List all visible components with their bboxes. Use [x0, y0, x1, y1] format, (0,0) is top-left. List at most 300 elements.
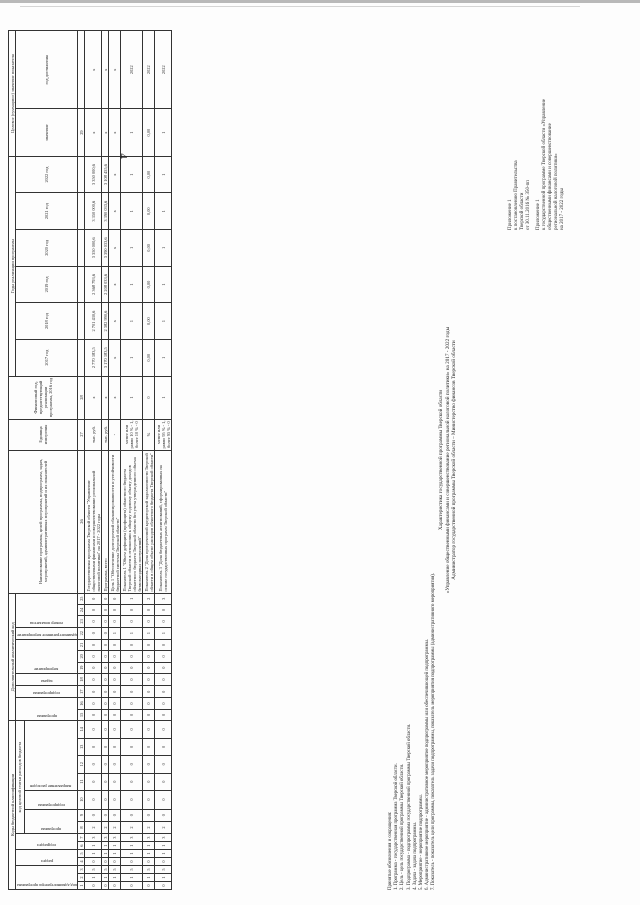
code-digit-cell: 0: [155, 604, 172, 615]
code-digit-cell: 3: [121, 834, 143, 842]
row-year-value-cell: 3 350 000,6: [85, 193, 102, 230]
approval-line: региональной налоговой политики»: [554, 153, 559, 230]
table-body: [78, 31, 172, 890]
program-characteristics-table: [8, 30, 172, 890]
code-digit-cell: 0: [121, 756, 143, 773]
row-year-value-cell: 1: [155, 266, 172, 303]
code-digit-cell: 0: [85, 809, 102, 821]
code-digit-cell: 0: [102, 756, 109, 773]
row-year-value-cell: 3 390 033,6: [102, 230, 109, 267]
code-digit-cell: 0: [155, 698, 172, 709]
column-number-cell: 22: [78, 627, 85, 639]
column-number-cell: 4: [78, 858, 85, 866]
row-unit-cell: -: [109, 419, 121, 450]
target-article-header: код целевой статьи расходов бюджета: [16, 721, 25, 834]
row-year-value-cell: 0,00: [143, 339, 155, 376]
code-digit-cell: 0: [121, 662, 143, 673]
direction-code-header: направление расходов: [30, 783, 72, 789]
code-digit-cell: 0: [85, 882, 102, 890]
table-row: [85, 31, 102, 890]
code-digit-cell: 0: [143, 616, 155, 627]
approval-line: Тверской области: [520, 192, 525, 230]
code-digit-cell: 5: [85, 866, 102, 874]
column-number-cell: 13: [78, 738, 85, 755]
code-digit-cell: 0: [155, 773, 172, 790]
code-digit-cell: 0: [155, 882, 172, 890]
row-unit-cell: тыс. руб.: [85, 419, 102, 450]
name-column-header: Наименование программы, целей программы, подпрограмм, задач, мероприятий, административных мероприятий и их показателей: [9, 450, 78, 593]
row-name-cell: Показатель 3 "Доля бюджетных ассигнований, сформированных на основе государственных программ Тверской области": [155, 450, 172, 593]
code-digit-cell: 0: [85, 698, 102, 709]
row-year-value-cell: х: [109, 339, 121, 376]
approval-line: к государственной программе Тверской области «Управление: [542, 98, 547, 230]
row-final-value-cell: х: [85, 109, 102, 156]
code-digit-cell: 0: [143, 809, 155, 821]
code-digit-cell: 0: [109, 738, 121, 755]
code-digit-cell: 0: [143, 709, 155, 720]
final-value-group-header: Целевое (суммарное) значение показателя: [9, 31, 16, 157]
code-digit-cell: 0: [85, 721, 102, 739]
code-digit-cell: 3: [155, 593, 172, 604]
column-number-cell: 26: [78, 450, 85, 593]
years-group-header: Годы реализации программы: [9, 156, 16, 376]
code-digit-cell: 0: [155, 790, 172, 809]
year-2018-header: 2018 год: [16, 303, 78, 340]
code-digit-cell: 1: [155, 627, 172, 639]
code-digit-cell: 0: [155, 809, 172, 821]
code-digit-cell: 1: [121, 627, 143, 639]
column-number-cell: 16: [78, 698, 85, 709]
code-digit-cell: 0: [121, 809, 143, 821]
code-digit-cell: 0: [85, 756, 102, 773]
code-digit-cell: 0: [102, 662, 109, 673]
code-digit-cell: 0: [102, 686, 109, 698]
code-digit-cell: 5: [109, 866, 121, 874]
column-number-cell: 8: [78, 821, 85, 833]
code-digit-cell: 0: [121, 721, 143, 739]
final-year-header: год достижения: [16, 31, 78, 109]
row-final-value-cell: х: [102, 109, 109, 156]
code-digit-cell: 0: [102, 809, 109, 821]
code-digit-cell: 0: [155, 738, 172, 755]
code-digit-cell: 0: [143, 604, 155, 615]
code-digit-cell: 0: [85, 616, 102, 627]
code-digit-cell: 0: [109, 858, 121, 866]
code-digit-cell: 0: [155, 721, 172, 739]
code-digit-cell: 2: [143, 821, 155, 833]
row-base-cell: 1: [155, 376, 172, 419]
code-digit-cell: 0: [102, 604, 109, 615]
row-year-value-cell: 1: [121, 266, 143, 303]
code-digit-cell: 1: [143, 627, 155, 639]
abbreviations-legend: [388, 370, 438, 890]
code-digit-cell: 0: [121, 790, 143, 809]
scan-edge-top: [0, 0, 640, 3]
code-digit-cell: 0: [85, 639, 102, 650]
code-digit-cell: 1: [102, 874, 109, 882]
code-digit-cell: 0: [109, 616, 121, 627]
code-digit-cell: 0: [102, 627, 109, 639]
row-name-cell: Государственная программа Тверской области "Управление общественными финансами и совершенствование региональной налоговой политики" на 2017 - 2022 годы: [85, 450, 102, 593]
column-number-cell: [78, 266, 85, 303]
code-digit-cell: 0: [143, 673, 155, 685]
code-digit-cell: 0: [102, 709, 109, 720]
scan-edge-line: [20, 6, 580, 7]
row-year-value-cell: 2 368 793,6: [85, 266, 102, 303]
row-final-year-cell: 2022: [143, 31, 155, 109]
row-final-year-cell: 2022: [155, 31, 172, 109]
code-digit-cell: 1: [109, 842, 121, 850]
code-digit-cell: 1: [109, 850, 121, 858]
code-digit-cell: 1: [121, 874, 143, 882]
code-digit-cell: 0: [102, 773, 109, 790]
code-digit-cell: 2: [143, 593, 155, 604]
legend-line: 3. Подпрограмма - подпрограмма государственной программы Тверской области.: [406, 723, 412, 890]
approval-line: Приложение 1: [508, 199, 513, 230]
legend-line: 5. Мероприятие - мероприятие подпрограммы.: [419, 794, 425, 890]
page-number: 4: [116, 153, 129, 159]
table-row: [102, 31, 109, 890]
code-digit-cell: 0: [85, 673, 102, 685]
code-digit-cell: 2: [85, 821, 102, 833]
row-year-value-cell: 1: [121, 339, 143, 376]
approval-line: общественными финансами и совершенствование: [548, 123, 553, 230]
column-number-cell: 2: [78, 874, 85, 882]
code-digit-cell: 0: [121, 651, 143, 662]
table-row: [121, 31, 143, 890]
row-year-value-cell: 0,00: [143, 193, 155, 230]
code-digit-cell: 5: [143, 866, 155, 874]
code-digit-cell: 0: [121, 773, 143, 790]
legend-line: Принятые обозначения и сокращения:: [388, 811, 393, 890]
row-year-value-cell: х: [109, 156, 121, 193]
column-number-cell: 24: [78, 604, 85, 615]
row-year-value-cell: 0,00: [143, 266, 155, 303]
code-digit-cell: 0: [143, 882, 155, 890]
column-number-cell: [78, 339, 85, 376]
code-digit-cell: 0: [102, 858, 109, 866]
row-year-value-cell: 2 770 183,5: [85, 339, 102, 376]
code-digit-cell: 0: [143, 651, 155, 662]
add-task-header: задача: [40, 679, 53, 685]
code-digit-cell: 0: [102, 698, 109, 709]
code-digit-cell: 1: [85, 874, 102, 882]
code-digit-cell: 0: [109, 882, 121, 890]
code-digit-cell: 0: [109, 809, 121, 821]
approval-line: Приложение 1: [536, 199, 541, 230]
row-unit-cell: тыс. руб.: [102, 419, 109, 450]
code-digit-cell: 1: [143, 850, 155, 858]
code-digit-cell: 0: [102, 651, 109, 662]
row-year-value-cell: 1: [121, 303, 143, 340]
program-code-header: программа: [40, 827, 62, 833]
row-base-cell: х: [109, 376, 121, 419]
row-year-value-cell: х: [109, 266, 121, 303]
code-digit-cell: 3: [109, 834, 121, 842]
code-digit-cell: 2: [102, 821, 109, 833]
row-year-value-cell: 1: [155, 303, 172, 340]
row-base-cell: 0: [143, 376, 155, 419]
code-digit-cell: 0: [155, 662, 172, 673]
row-year-value-cell: 1: [155, 193, 172, 230]
row-final-value-cell: 1: [155, 109, 172, 156]
code-digit-cell: 0: [121, 709, 143, 720]
table-row: [143, 31, 155, 890]
row-year-value-cell: 3 108 455,6: [102, 156, 109, 193]
column-number-cell: 28: [78, 376, 85, 419]
row-final-year-cell: 2022: [121, 31, 143, 109]
add-number-header: номер показателя: [30, 620, 63, 626]
row-year-value-cell: 3 350 000,6: [85, 230, 102, 267]
column-number-cell: 6: [78, 842, 85, 850]
code-digit-cell: 0: [85, 709, 102, 720]
code-digit-cell: 3: [102, 834, 109, 842]
code-digit-cell: 0: [155, 651, 172, 662]
column-number-row: [78, 31, 85, 890]
row-base-cell: 1: [121, 376, 143, 419]
column-number-cell: 21: [78, 639, 85, 650]
legend-line: 2. Цель - цель государственной программы Тверской области.: [400, 763, 406, 890]
approval-stamp: [508, 40, 566, 230]
code-digit-cell: 0: [155, 616, 172, 627]
column-number-cell: 15: [78, 709, 85, 720]
row-year-value-cell: х: [109, 193, 121, 230]
code-digit-cell: 0: [143, 858, 155, 866]
code-digit-cell: 0: [102, 882, 109, 890]
code-group-header: Коды бюджетной классификации: [9, 721, 16, 890]
code-digit-cell: 3: [85, 834, 102, 842]
code-digit-cell: 0: [121, 858, 143, 866]
heading-line: Характеристика государственной программы Тверской области: [438, 389, 444, 531]
row-final-value-cell: 0,00: [143, 109, 155, 156]
code-digit-cell: 0: [102, 639, 109, 650]
subprogram-code-header: подпрограмма: [37, 802, 65, 808]
row-name-cell: Показатель 2 "Доля просроченной кредиторской задолженности Тверской области в общем объеме расходов областного бюджета Тверской области": [143, 450, 155, 593]
code-digit-cell: 0: [109, 639, 121, 650]
additional-code-group-header: Дополнительный аналитический код: [9, 593, 16, 721]
row-final-year-cell: х: [85, 31, 102, 109]
year-2020-header: 2020 год: [16, 230, 78, 267]
column-number-cell: 1: [78, 882, 85, 890]
row-year-value-cell: х: [109, 230, 121, 267]
column-number-cell: [78, 230, 85, 267]
code-digit-cell: 0: [102, 738, 109, 755]
code-digit-cell: 1: [121, 842, 143, 850]
code-digit-cell: 0: [121, 616, 143, 627]
code-digit-cell: 0: [109, 721, 121, 739]
add-event-header: мероприятие: [34, 666, 59, 672]
code-digit-cell: 0: [109, 651, 121, 662]
legend-line: 7. Показатель - показатель цели программы, показатель задачи подпрограммы, показатель мероприятия подпрограммы (административного мероприятия).: [431, 572, 437, 890]
code-digit-cell: 1: [102, 850, 109, 858]
row-year-value-cell: 0,00: [143, 230, 155, 267]
code-digit-cell: 0: [85, 773, 102, 790]
approval-line: к постановлению Правительства: [514, 160, 519, 230]
code-digit-cell: 0: [85, 662, 102, 673]
admin-code-header: код администратора программы: [16, 883, 77, 888]
add-subprogram-header: подпрограмма: [33, 691, 61, 697]
code-digit-cell: 0: [85, 790, 102, 809]
column-number-cell: 10: [78, 790, 85, 809]
row-year-value-cell: 0,00: [143, 156, 155, 193]
legend-line: 1. Программа - государственная программа Тверской области.: [394, 763, 400, 890]
row-base-cell: х: [102, 376, 109, 419]
code-digit-cell: 1: [143, 842, 155, 850]
year-2022-header: 2022 год: [16, 156, 78, 193]
row-year-value-cell: 3 170 183,5: [102, 339, 109, 376]
column-number-cell: [78, 31, 85, 109]
code-digit-cell: 0: [85, 627, 102, 639]
code-digit-cell: 0: [155, 639, 172, 650]
column-number-cell: 18: [78, 673, 85, 685]
base-year-column-header: Финансовый год, предшествующий реализации программы, 2016 год: [9, 376, 78, 419]
code-digit-cell: 1: [143, 874, 155, 882]
code-digit-cell: 0: [85, 858, 102, 866]
column-number-cell: 12: [78, 756, 85, 773]
column-number-cell: 25: [78, 593, 85, 604]
code-digit-cell: 0: [121, 882, 143, 890]
row-unit-cell: менее или равно 10 % - 1, более 10 % - 0: [121, 419, 143, 450]
code-digit-cell: 0: [155, 673, 172, 685]
year-2019-header: 2019 год: [16, 266, 78, 303]
add-admin-event-header: административное мероприятие: [16, 632, 77, 638]
code-digit-cell: 0: [102, 616, 109, 627]
column-number-cell: 14: [78, 721, 85, 739]
row-base-cell: х: [85, 376, 102, 419]
code-digit-cell: 0: [143, 698, 155, 709]
code-digit-cell: 0: [109, 756, 121, 773]
code-digit-cell: 3: [155, 834, 172, 842]
code-digit-cell: 5: [102, 866, 109, 874]
row-year-value-cell: 0,00: [143, 303, 155, 340]
column-number-cell: 20: [78, 651, 85, 662]
code-digit-cell: 0: [121, 686, 143, 698]
code-digit-cell: 0: [121, 639, 143, 650]
document-heading: [438, 30, 458, 890]
code-digit-cell: 0: [155, 756, 172, 773]
code-digit-cell: 0: [143, 686, 155, 698]
column-number-cell: [78, 303, 85, 340]
code-digit-cell: 0: [155, 686, 172, 698]
approval-line: на 2017 - 2022 годы: [560, 188, 565, 230]
code-digit-cell: 0: [85, 738, 102, 755]
code-digit-cell: 1: [85, 842, 102, 850]
row-final-value-cell: 1: [121, 109, 143, 156]
row-year-value-cell: 2 208 033,6: [102, 266, 109, 303]
code-digit-cell: 0: [121, 673, 143, 685]
row-final-year-cell: х: [102, 31, 109, 109]
subsection-header: подраздел: [37, 843, 57, 849]
code-digit-cell: 1: [155, 874, 172, 882]
column-number-cell: [78, 193, 85, 230]
code-digit-cell: 0: [143, 738, 155, 755]
code-digit-cell: 0: [102, 790, 109, 809]
row-year-value-cell: 1: [121, 230, 143, 267]
code-digit-cell: 1: [85, 850, 102, 858]
heading-line: «Управление общественными финансами и совершенствование региональной налоговой политики» на 2017 - 2022 годы: [444, 326, 451, 594]
table-row: [155, 31, 172, 890]
unit-column-header: Единица измерения: [9, 419, 78, 450]
row-final-value-cell: х: [109, 109, 121, 156]
row-year-value-cell: 1: [121, 156, 143, 193]
code-digit-cell: 0: [109, 673, 121, 685]
code-digit-cell: 2: [155, 821, 172, 833]
code-digit-cell: 5: [155, 866, 172, 874]
row-name-cell: Показатель 1 "Объем дефицита (профицита) областного бюджета Тверской области в отношении к общему годовому объему доходов областного бюджета Тверской области без учета утвержденного объема безвозмездных поступлений": [121, 450, 143, 593]
row-year-value-cell: 2 382 990,6: [102, 303, 109, 340]
row-year-value-cell: 1: [155, 339, 172, 376]
code-digit-cell: 0: [109, 790, 121, 809]
code-digit-cell: 1: [121, 593, 143, 604]
code-digit-cell: 2: [121, 821, 143, 833]
code-digit-cell: 1: [109, 627, 121, 639]
code-digit-cell: 1: [121, 850, 143, 858]
code-digit-cell: 0: [85, 651, 102, 662]
heading-line: Администратор государственной программы Тверской области – Министерство финансов Тверской области: [451, 340, 457, 580]
row-year-value-cell: 3 390 033,6: [102, 193, 109, 230]
code-digit-cell: 0: [109, 709, 121, 720]
column-number-cell: [78, 156, 85, 193]
code-digit-cell: 0: [143, 756, 155, 773]
code-digit-cell: 0: [143, 662, 155, 673]
code-digit-cell: 0: [109, 604, 121, 615]
approval-line: от 30.11.2016 № 350-пп: [526, 180, 531, 230]
column-number-cell: 17: [78, 686, 85, 698]
code-digit-cell: 1: [155, 850, 172, 858]
rotated-document: [8, 30, 628, 890]
code-digit-cell: 0: [143, 773, 155, 790]
code-digit-cell: 1: [102, 842, 109, 850]
row-name-cell: Цель 1 "Обеспечение долгосрочной сбалансированности и устойчивости бюджетной системы Тверской области": [109, 450, 121, 593]
code-digit-cell: 0: [109, 593, 121, 604]
table-row: [109, 31, 121, 890]
code-digit-cell: 0: [121, 698, 143, 709]
row-unit-cell: менее или равно 95 % - 1, более 95 % - 0: [155, 420, 171, 449]
code-digit-cell: 0: [121, 604, 143, 615]
row-year-value-cell: 1: [121, 193, 143, 230]
code-digit-cell: 0: [143, 790, 155, 809]
code-digit-cell: 0: [85, 604, 102, 615]
column-number-cell: 23: [78, 616, 85, 627]
code-digit-cell: 0: [109, 773, 121, 790]
year-2021-header: 2021 год: [16, 193, 78, 230]
column-number-cell: 3: [78, 866, 85, 874]
column-number-cell: 7: [78, 834, 85, 842]
code-digit-cell: 0: [143, 721, 155, 739]
code-digit-cell: 1: [155, 842, 172, 850]
column-number-cell: 27: [78, 419, 85, 450]
code-digit-cell: 0: [155, 709, 172, 720]
row-unit-cell: %: [143, 419, 155, 450]
column-number-cell: 9: [78, 809, 85, 821]
code-digit-cell: 0: [102, 593, 109, 604]
column-number-cell: 11: [78, 773, 85, 790]
section-header: раздел: [40, 859, 53, 865]
column-number-cell: 5: [78, 850, 85, 858]
code-digit-cell: 0: [102, 673, 109, 685]
code-digit-cell: 0: [109, 686, 121, 698]
code-digit-cell: 2: [109, 821, 121, 833]
code-digit-cell: 0: [109, 698, 121, 709]
code-digit-cell: 3: [143, 834, 155, 842]
code-digit-cell: 0: [85, 686, 102, 698]
row-year-value-cell: 1: [155, 230, 172, 267]
column-number-cell: 29: [78, 109, 85, 156]
column-number-cell: 19: [78, 662, 85, 673]
row-year-value-cell: х: [109, 303, 121, 340]
year-2017-header: 2017 год: [16, 339, 78, 376]
legend-line: 4. Задача - задача подпрограммы.: [412, 821, 418, 890]
